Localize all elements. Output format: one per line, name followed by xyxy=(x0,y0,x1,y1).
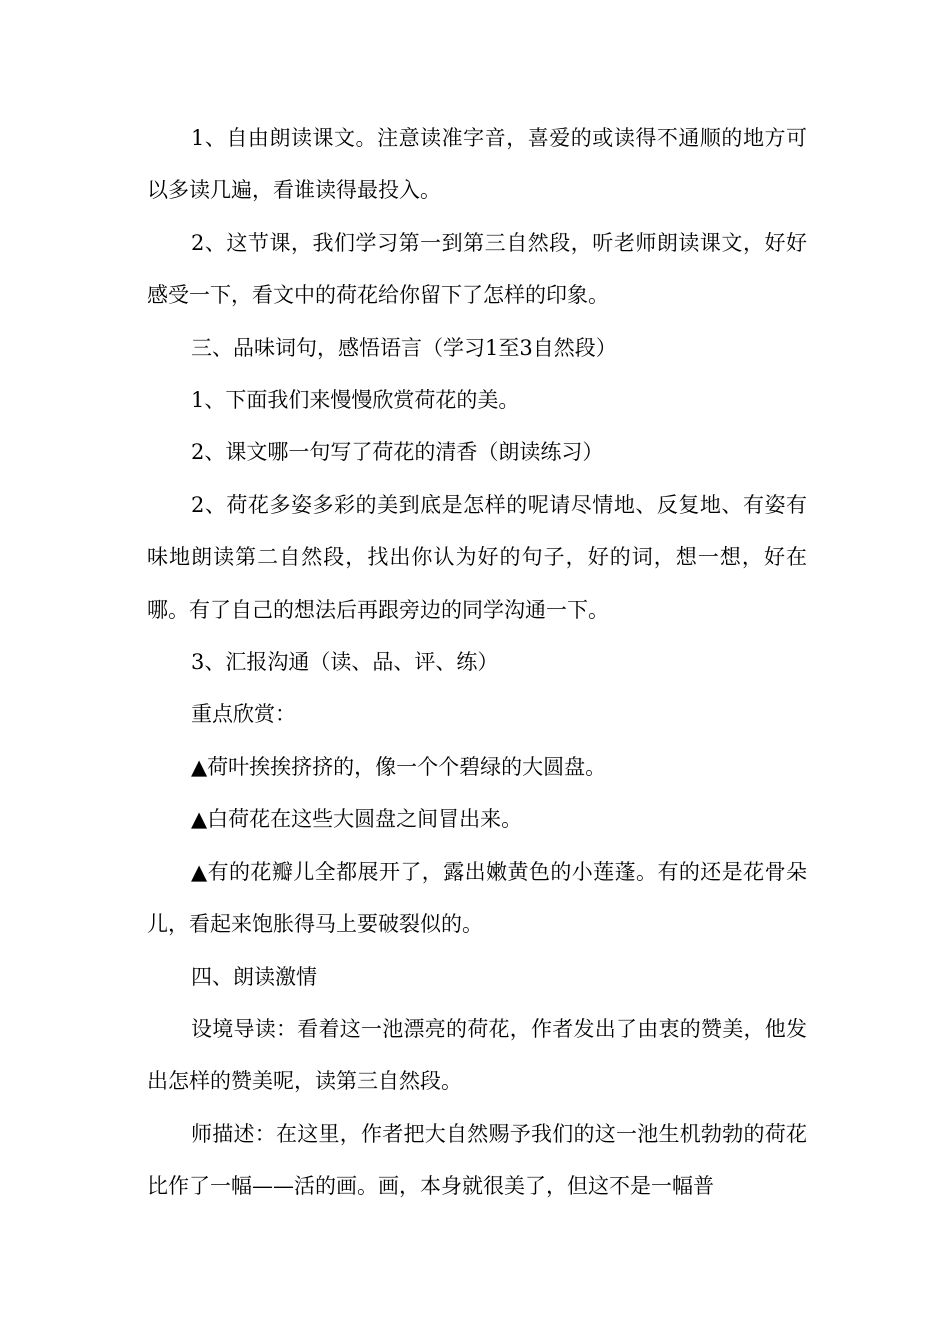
paragraph-teacher-description: 师描述：在这里，作者把大自然赐予我们的这一池生机勃勃的荷花比作了一幅——活的画。画，本身就很美了，但这不是一幅普 xyxy=(147,1121,807,1199)
section-heading-4: 四、朗读激情 xyxy=(191,964,317,989)
paragraph-guided-reading: 设境导读：看着这一池漂亮的荷花，作者发出了由衷的赞美，他发出怎样的赞美呢，读第三自然段。 xyxy=(147,1016,807,1094)
paragraph-fragrance: 2、课文哪一句写了荷花的清香（朗读练习） xyxy=(191,440,604,465)
paragraph-reading-2: 2、这节课，我们学习第一到第三自然段，听老师朗读课文，好好感受一下，看文中的荷花给你留下了怎样的印象。 xyxy=(147,230,807,308)
paragraph-appreciate: 1、下面我们来慢慢欣赏荷花的美。 xyxy=(191,388,520,413)
paragraph-reading-1: 1、自由朗读课文。注意读准字音，喜爱的或读得不通顺的地方可以多读几遍，看谁读得最投入。 xyxy=(147,126,807,203)
bullet-item-white-lotus: ▲白荷花在这些大圆盘之间冒出来。 xyxy=(191,807,523,832)
bullet-item-lotus-leaf: ▲荷叶挨挨挤挤的，像一个个碧绿的大圆盘。 xyxy=(191,754,607,779)
paragraph-second-section: 2、荷花多姿多彩的美到底是怎样的呢请尽情地、反复地、有姿有味地朗读第二自然段，找出你认为好的句子，好的词，想一想，好在哪。有了自己的想法后再跟旁边的同学沟通一下。 xyxy=(147,492,807,622)
bullet-item-petals: ▲有的花瓣儿全都展开了，露出嫩黄色的小莲蓬。有的还是花骨朵儿，看起来饱胀得马上要破裂似的。 xyxy=(147,859,807,937)
document-body xyxy=(147,112,807,1213)
paragraph-focus: 重点欣赏： xyxy=(191,702,296,727)
section-heading-3: 三、品味词句，感悟语言（学习1至3自然段） xyxy=(191,335,617,360)
paragraph-report: 3、汇报沟通（读、品、评、练） xyxy=(191,650,499,675)
